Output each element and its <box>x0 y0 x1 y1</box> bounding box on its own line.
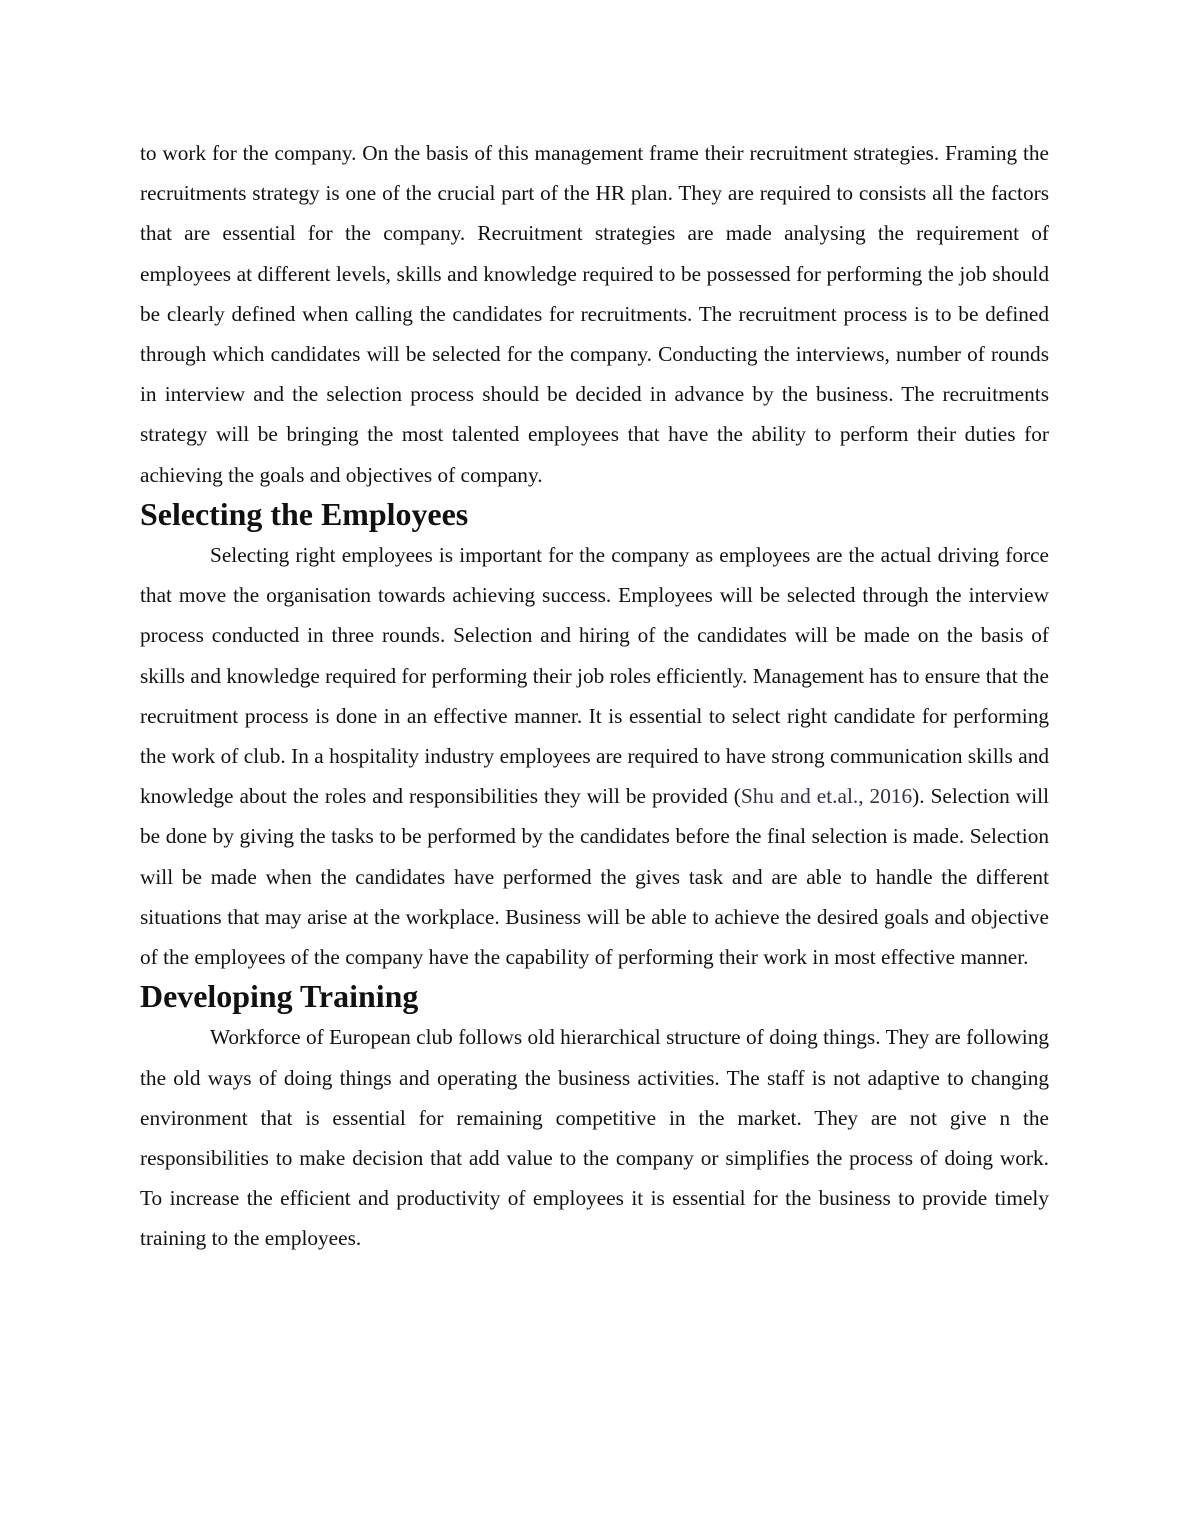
selecting-text-part-2: ). Selection will be done by giving the tasks to be performed by the candidates before the final selection is made. Selection will be made when the candidates have performed the gives task and are able to handle the different situations that may arise at the workplace. Business will be able to achieve the desired goals and objective of the employees of the company have the capability of performing their work in most effective manner. <box>140 784 1049 970</box>
selecting-employees-paragraph <box>140 535 1049 977</box>
heading-selecting-employees: Selecting the Employees <box>140 496 469 532</box>
selecting-text-part-1: Selecting right employees is important for the company as employees are the actual driving force that move the organisation towards achieving success. Employees will be selected through the interview process conducted in three rounds. Selection and hiring of the candidates will be made on the basis of skills and knowledge required for performing their job roles efficiently. Management has to ensure that the recruitment process is done in an effective manner. It is essential to select right candidate for performing the work of club. In a hospitality industry employees are required to have strong communication skills and knowledge about the roles and responsibilities they will be provided ( <box>140 543 1049 809</box>
intro-paragraph: to work for the company. On the basis of this management frame their recruitment strategies. Framing the recruitments strategy is one of the crucial part of the HR plan. They are required to consists all the factors that are essential for the company. Recruitment strategies are made analysing the requirement of employees at different levels, skills and knowledge required to be possessed for performing the job should be clearly defined when calling the candidates for recruitments. The recruitment process is to be defined through which candidates will be selected for the company. Conducting the interviews, number of rounds in interview and the selection process should be decided in advance by the business. The recruitments strategy will be bringing the most talented employees that have the ability to perform their duties for achieving the goals and objectives of company. <box>140 141 1049 487</box>
developing-training-paragraph: Workforce of European club follows old hierarchical structure of doing things. They are following the old ways of doing things and operating the business activities. The staff is not adaptive to changing environment that is essential for remaining competitive in the market. They are not give n the responsibilities to make decision that add value to the company or simplifies the process of doing work. To increase the efficient and productivity of employees it is essential for the business to provide timely training to the employees. <box>140 1025 1049 1251</box>
document-page <box>140 133 1049 1259</box>
heading-developing-training: Developing Training <box>140 979 419 1015</box>
citation: Shu and et.al., 2016 <box>740 784 913 809</box>
